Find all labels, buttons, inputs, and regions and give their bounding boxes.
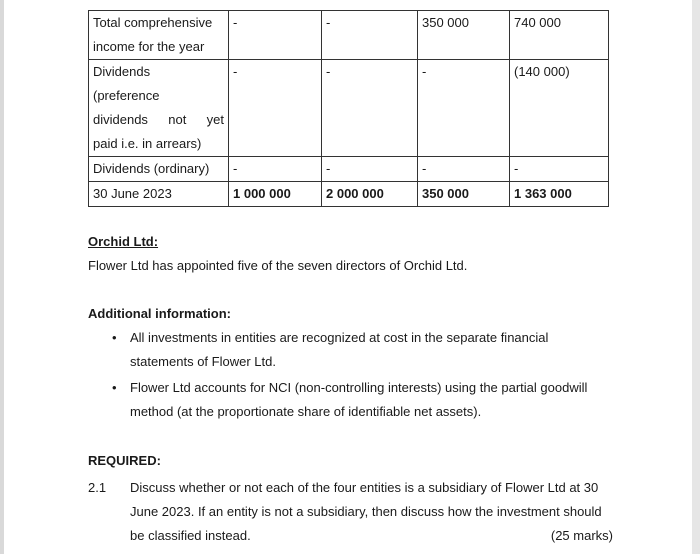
table-cell: 350 000 [418, 11, 510, 60]
table-cell: - [418, 60, 510, 157]
table-cell: - [229, 157, 322, 182]
bullet-icon: • [112, 380, 117, 395]
additional-info-heading: Additional information: [88, 306, 231, 321]
table-cell: 740 000 [510, 11, 609, 60]
list-item: • Flower Ltd accounts for NCI (non-controlling interests) using the partial goodwill method (at the proportionate share of identifiable net assets). [108, 376, 613, 424]
table-cell: 1 363 000 [510, 182, 609, 207]
table-cell: - [418, 157, 510, 182]
additional-info-list [108, 326, 613, 426]
row-label: 30 June 2023 [89, 182, 229, 207]
bullet-icon: • [112, 330, 117, 345]
table-cell: 350 000 [418, 182, 510, 207]
required-question [88, 476, 613, 548]
table-cell: - [229, 60, 322, 157]
table-row [89, 60, 609, 157]
equity-statement-table [88, 10, 609, 207]
table-cell: - [322, 11, 418, 60]
table-row [89, 157, 609, 182]
table-cell: - [510, 157, 609, 182]
list-item: • All investments in entities are recognized at cost in the separate financial statements of Flower Ltd. [108, 326, 613, 374]
row-label: Total comprehensive income for the year [89, 11, 229, 60]
orchid-heading: Orchid Ltd: [88, 234, 159, 249]
question-number: 2.1 [88, 480, 107, 495]
orchid-paragraph: Flower Ltd has appointed five of the seven directors of Orchid Ltd. [88, 258, 468, 273]
question-text: Discuss whether or not each of the four entities is a subsidiary of Flower Ltd at 30 June 2023. If an entity is not a subsidiary, then discuss how the investment should be classified instead. [130, 480, 602, 543]
table-row-total [89, 182, 609, 207]
required-heading: REQUIRED: [88, 453, 161, 468]
table-cell: - [322, 157, 418, 182]
table-cell: 2 000 000 [322, 182, 418, 207]
table-cell: 1 000 000 [229, 182, 322, 207]
right-frame-edge [692, 0, 700, 554]
table-cell: - [322, 60, 418, 157]
left-frame-edge [0, 0, 4, 554]
question-marks: (25 marks) [550, 528, 613, 543]
table-cell: - [229, 11, 322, 60]
table-cell: (140 000) [510, 60, 609, 157]
row-label: Dividends (preference dividends not yet paid i.e. in arrears) [89, 60, 229, 157]
table-row [89, 11, 609, 60]
row-label: Dividends (ordinary) [89, 157, 229, 182]
